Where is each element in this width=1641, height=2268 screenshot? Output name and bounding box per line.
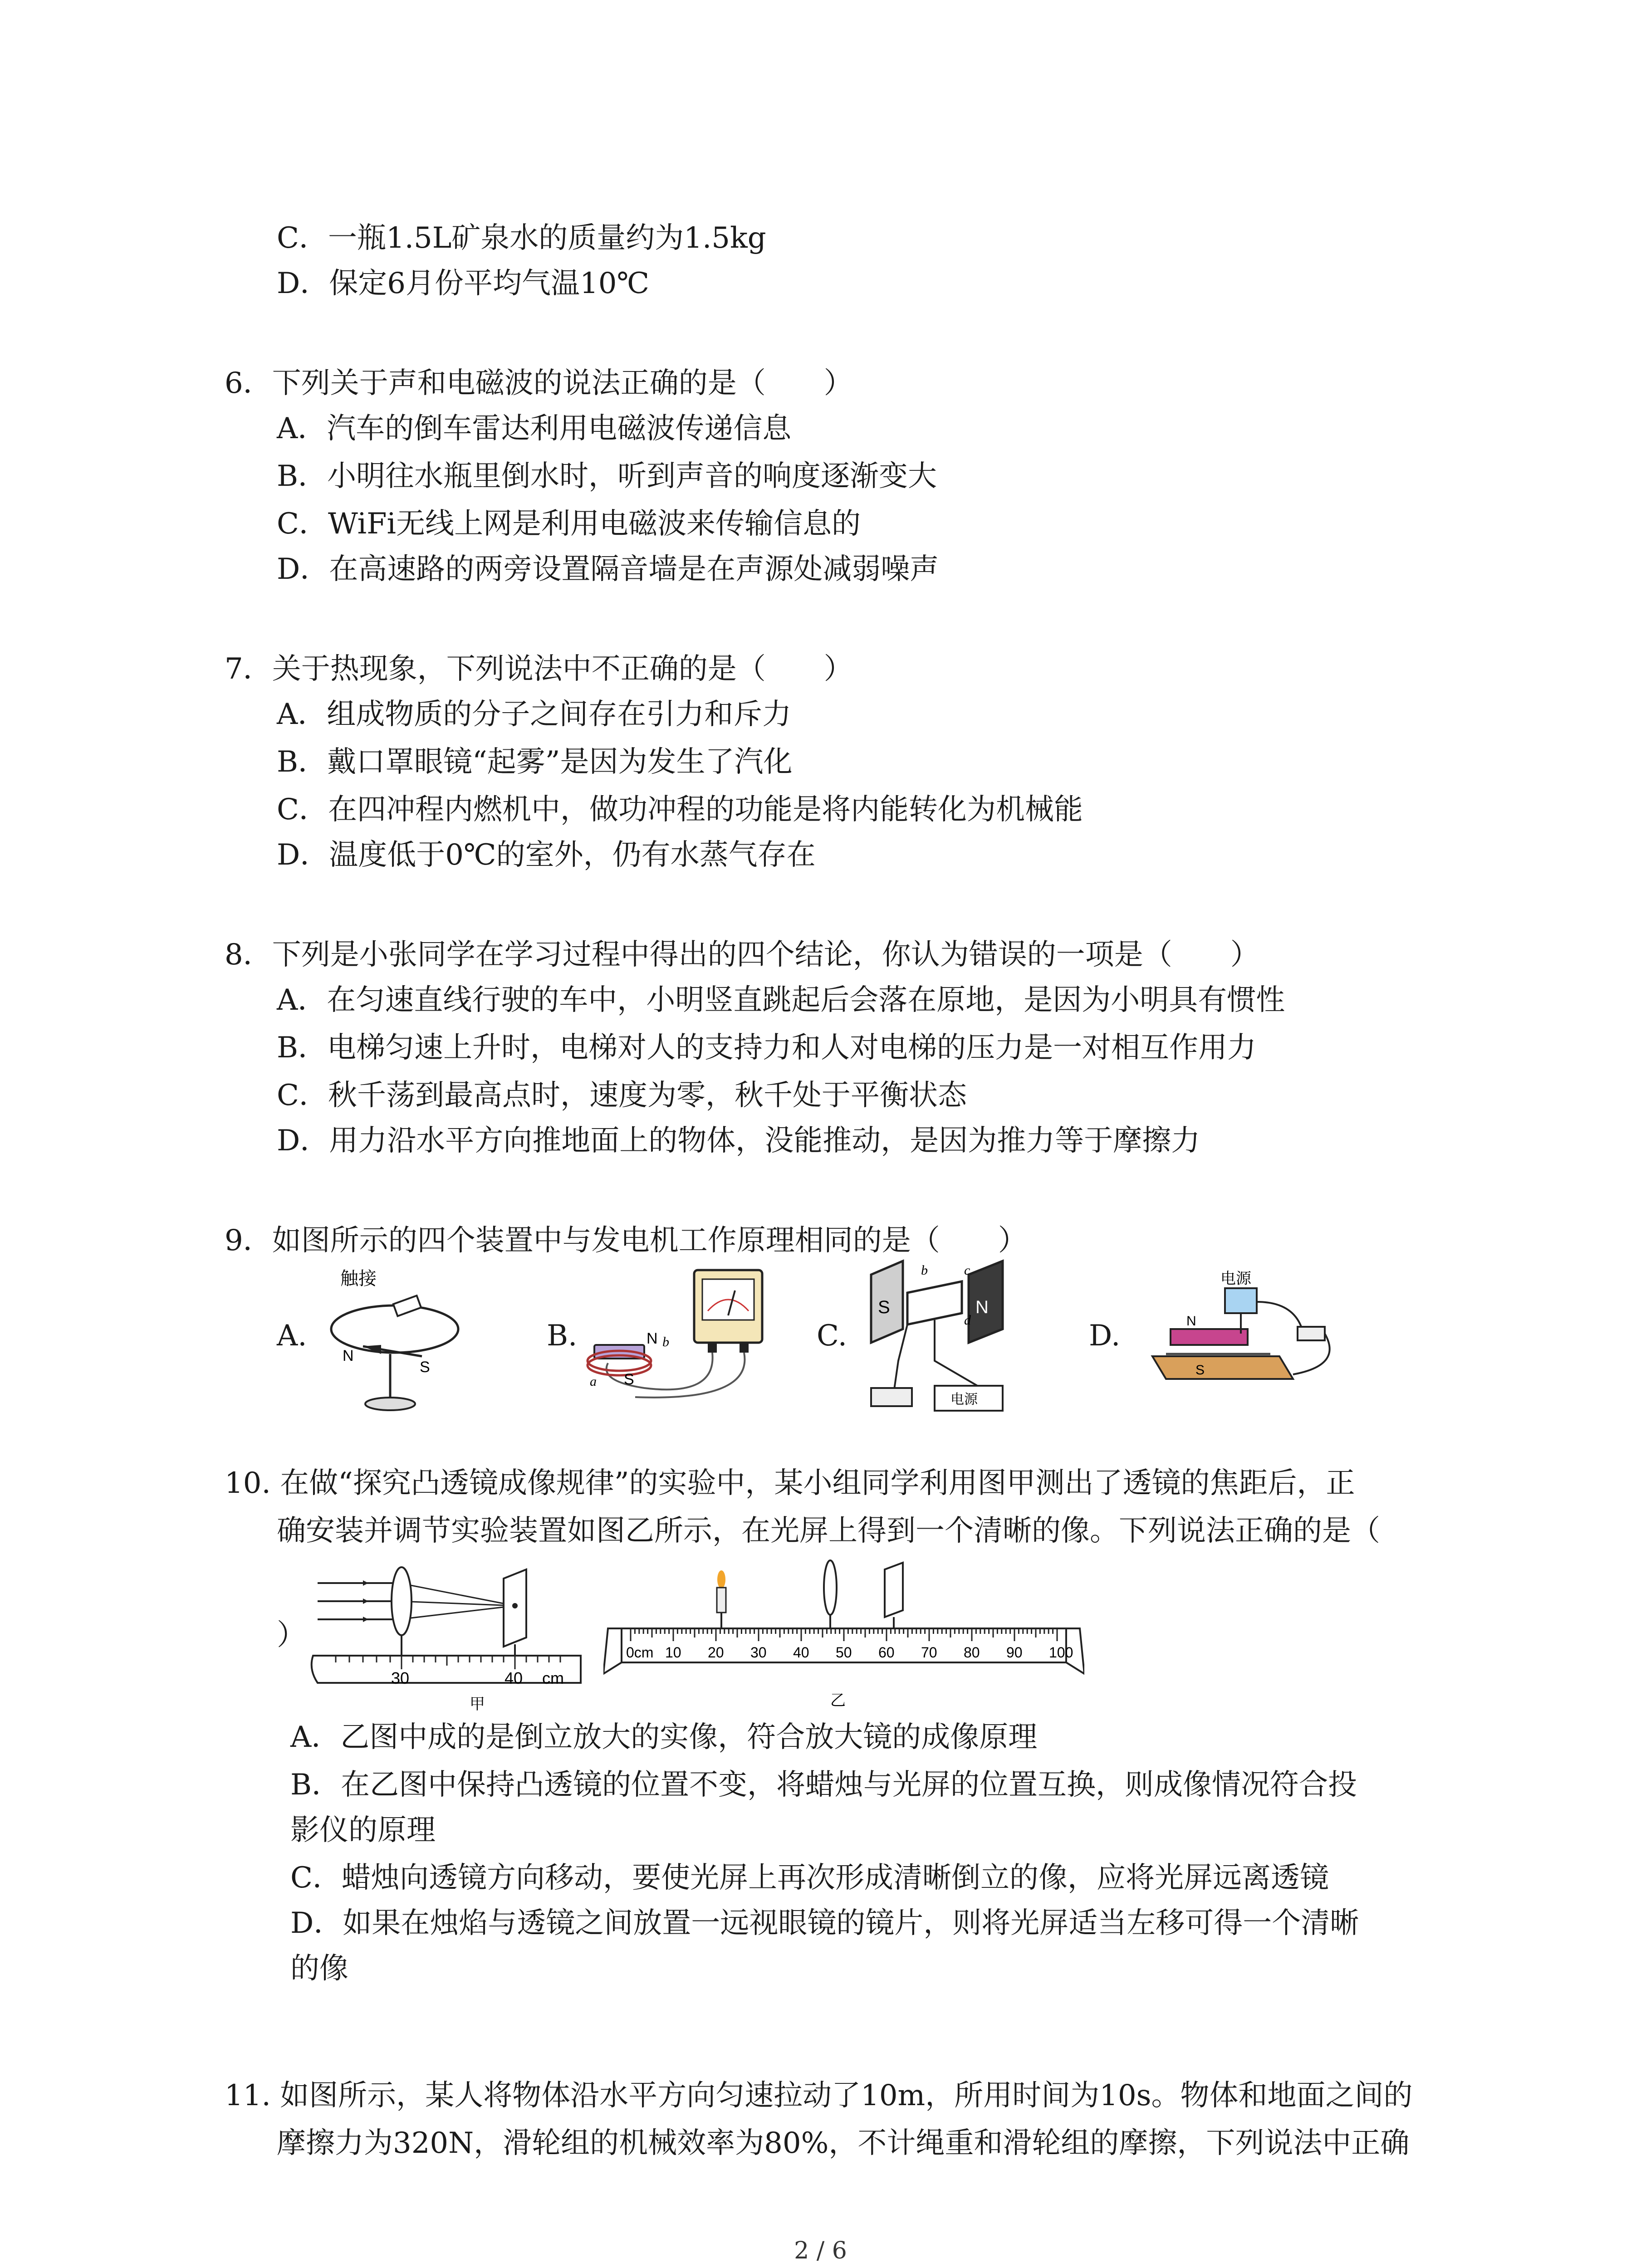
power-supply bbox=[1225, 1288, 1257, 1313]
q10-option-a: A．乙图中成的是倒立放大的实像，符合放大镜的成像原理 bbox=[290, 1721, 1038, 1754]
q10-stem-line-2: 确安装并调节实验装置如图乙所示，在光屏上得到一个清晰的像。下列说法正确的是（ bbox=[277, 1514, 1380, 1548]
refracted-ray-3 bbox=[399, 1606, 515, 1619]
q9-stem: 9．如图所示的四个装置中与发电机工作原理相同的是（ ） bbox=[225, 1224, 1027, 1257]
q10-option-b-line-1: B．在乙图中保持凸透镜的位置不变，将蜡烛与光屏的位置互换，则成像情况符合投 bbox=[290, 1768, 1357, 1802]
touch-label: 触接 bbox=[340, 1269, 377, 1289]
magnet-s-label: S bbox=[1195, 1363, 1205, 1378]
bench-tick-label: 50 bbox=[836, 1644, 852, 1661]
q6-option-d: D．在高速路的两旁设置隔音墙是在声源处减弱噪声 bbox=[277, 552, 939, 586]
q6-option-a: A．汽车的倒车雷达利用电磁波传递信息 bbox=[277, 412, 792, 445]
terminal-left bbox=[708, 1343, 717, 1353]
galvanometer-diagram bbox=[581, 1266, 771, 1406]
figure-yi-caption: 乙 bbox=[830, 1691, 846, 1710]
q8-stem: 8．下列是小张同学在学习过程中得出的四个结论，你认为错误的一项是（ ） bbox=[225, 938, 1259, 972]
q6-option-b: B．小明往水瓶里倒水时，听到声音的响度逐渐变大 bbox=[277, 459, 937, 493]
q7-option-c: C．在四冲程内燃机中，做功冲程的功能是将内能转化为机械能 bbox=[277, 793, 1083, 826]
wire-a-label: a bbox=[590, 1374, 597, 1389]
needle-s-label: S bbox=[420, 1359, 430, 1376]
q9-option-c-letter: C. bbox=[817, 1319, 847, 1353]
oersted-diagram bbox=[318, 1266, 463, 1420]
q10-option-d-line-2: 的像 bbox=[290, 1952, 348, 1985]
coil-d-label: d bbox=[964, 1313, 971, 1328]
ray-arrow-3 bbox=[363, 1617, 368, 1622]
q9-option-a-letter: A. bbox=[277, 1319, 307, 1353]
q6-stem: 6．下列关于声和电磁波的说法正确的是（ ） bbox=[225, 367, 853, 400]
q10-option-b-line-2: 影仪的原理 bbox=[290, 1813, 436, 1847]
q10-option-d-line-1: D．如果在烛焰与透镜之间放置一远视眼镜的镜片，则将光屏适当左移可得一个清晰 bbox=[290, 1906, 1359, 1940]
rail-circuit-diagram bbox=[1143, 1266, 1343, 1402]
figure-jia-caption: 甲 bbox=[470, 1695, 485, 1713]
power-label: 电源 bbox=[950, 1392, 978, 1407]
wire-loop bbox=[331, 1305, 458, 1353]
q7-option-b: B．戴口罩眼镜“起雾”是因为发生了汽化 bbox=[277, 745, 793, 779]
bench-tick-label: 20 bbox=[708, 1644, 724, 1661]
ray-arrow-2 bbox=[363, 1598, 368, 1604]
q9-figure-c bbox=[853, 1256, 1034, 1420]
focal-point bbox=[512, 1603, 518, 1608]
right-magnet-n-label: N bbox=[975, 1297, 989, 1317]
magnet-s-label: S bbox=[624, 1371, 634, 1388]
q5-option-c: C．一瓶1.5L矿泉水的质量约为1.5kg bbox=[277, 221, 766, 255]
convex-lens bbox=[392, 1567, 411, 1635]
power-label: 电源 bbox=[1220, 1270, 1251, 1287]
ruler-tick-30: 30 bbox=[391, 1669, 410, 1687]
ruler-unit: cm bbox=[542, 1669, 564, 1687]
horseshoe-magnet bbox=[1171, 1329, 1248, 1345]
q10-figure-yi bbox=[603, 1551, 1084, 1715]
bench-tick-label: 0cm bbox=[626, 1644, 654, 1661]
ray-arrow-1 bbox=[363, 1580, 368, 1586]
q7-option-a: A．组成物质的分子之间存在引力和斥力 bbox=[277, 698, 792, 731]
q9-option-d-letter: D. bbox=[1089, 1319, 1121, 1353]
q8-option-d: D．用力沿水平方向推地面上的物体，没能推动，是因为推力等于摩擦力 bbox=[277, 1124, 1200, 1158]
q10-option-c: C．蜡烛向透镜方向移动，要使光屏上再次形成清晰倒立的像，应将光屏远离透镜 bbox=[290, 1861, 1329, 1895]
ruler-tick-40: 40 bbox=[505, 1669, 523, 1687]
ruler bbox=[312, 1656, 581, 1683]
q8-option-b: B．电梯匀速上升时，电梯对人的支持力和人对电梯的压力是一对相互作用力 bbox=[277, 1031, 1257, 1065]
q9-figure-a bbox=[318, 1266, 463, 1420]
q9-figure-d bbox=[1143, 1266, 1343, 1402]
switch-box bbox=[871, 1388, 912, 1406]
q5-option-d: D．保定6月份平均气温10℃ bbox=[277, 267, 650, 300]
magnet-n-label: N bbox=[1186, 1314, 1196, 1329]
page-number: 2 / 6 bbox=[794, 2237, 847, 2264]
q7-option-d: D．温度低于0℃的室外，仍有水蒸气存在 bbox=[277, 838, 816, 872]
q10-figure-jia bbox=[309, 1565, 590, 1715]
bench-tick-label: 70 bbox=[921, 1644, 937, 1661]
switch-symbol bbox=[393, 1295, 421, 1316]
candle-flame bbox=[717, 1570, 725, 1589]
bench-tick-label: 80 bbox=[964, 1644, 980, 1661]
coil-c-label: c bbox=[964, 1263, 970, 1278]
coil-b-label: b bbox=[921, 1263, 928, 1278]
magnet-n-label: N bbox=[647, 1330, 658, 1347]
bench-tick-label: 60 bbox=[878, 1644, 895, 1661]
terminal-right bbox=[740, 1343, 749, 1353]
q7-stem: 7．关于热现象，下列说法中不正确的是（ ） bbox=[225, 652, 853, 686]
convex-lens bbox=[824, 1560, 837, 1615]
q6-option-c: C．WiFi无线上网是利用电磁波来传输信息的 bbox=[277, 507, 861, 541]
needle-n-label: N bbox=[343, 1347, 354, 1364]
bench-tick-label: 100 bbox=[1049, 1644, 1073, 1661]
screen bbox=[885, 1563, 903, 1617]
lead-wire-left bbox=[894, 1325, 907, 1393]
q9-option-b-letter: B. bbox=[547, 1319, 578, 1353]
q10-stem-line-1: 10. 在做“探究凸透镜成像规律”的实验中，某小组同学利用图甲测出了透镜的焦距后，正 bbox=[225, 1466, 1355, 1500]
switch bbox=[1298, 1327, 1325, 1340]
q8-option-c: C．秋千荡到最高点时，速度为零，秋千处于平衡状态 bbox=[277, 1079, 967, 1112]
stand-base bbox=[365, 1398, 415, 1410]
left-magnet-s-label: S bbox=[878, 1297, 890, 1317]
bench-tick-label: 10 bbox=[665, 1644, 681, 1661]
bench-tick-label: 30 bbox=[750, 1644, 767, 1661]
wire-b-label: b bbox=[662, 1334, 669, 1349]
q8-option-a: A．在匀速直线行驶的车中，小明竖直跳起后会落在原地，是因为小明具有惯性 bbox=[277, 983, 1285, 1017]
q11-stem-line-1: 11. 如图所示，某人将物体沿水平方向匀速拉动了10m，所用时间为10s。物体和地面之间的 bbox=[225, 2079, 1413, 2112]
optical-bench-diagram bbox=[603, 1551, 1084, 1715]
magnet-frame-diagram bbox=[853, 1256, 1034, 1420]
q10-stem-line-3: ） bbox=[277, 1618, 306, 1652]
q11-stem-line-2: 摩擦力为320N，滑轮组的机械效率为80%，不计绳重和滑轮组的摩擦，下列说法中正确 bbox=[277, 2126, 1410, 2160]
coil-frame bbox=[907, 1281, 962, 1325]
focal-length-diagram bbox=[309, 1565, 590, 1715]
bench-tick-label: 40 bbox=[793, 1644, 809, 1661]
bench-tick-label: 90 bbox=[1006, 1644, 1023, 1661]
q9-figure-b bbox=[581, 1266, 771, 1406]
candle bbox=[717, 1588, 726, 1613]
base-board bbox=[1152, 1356, 1293, 1379]
bench-leg-left bbox=[603, 1628, 622, 1674]
